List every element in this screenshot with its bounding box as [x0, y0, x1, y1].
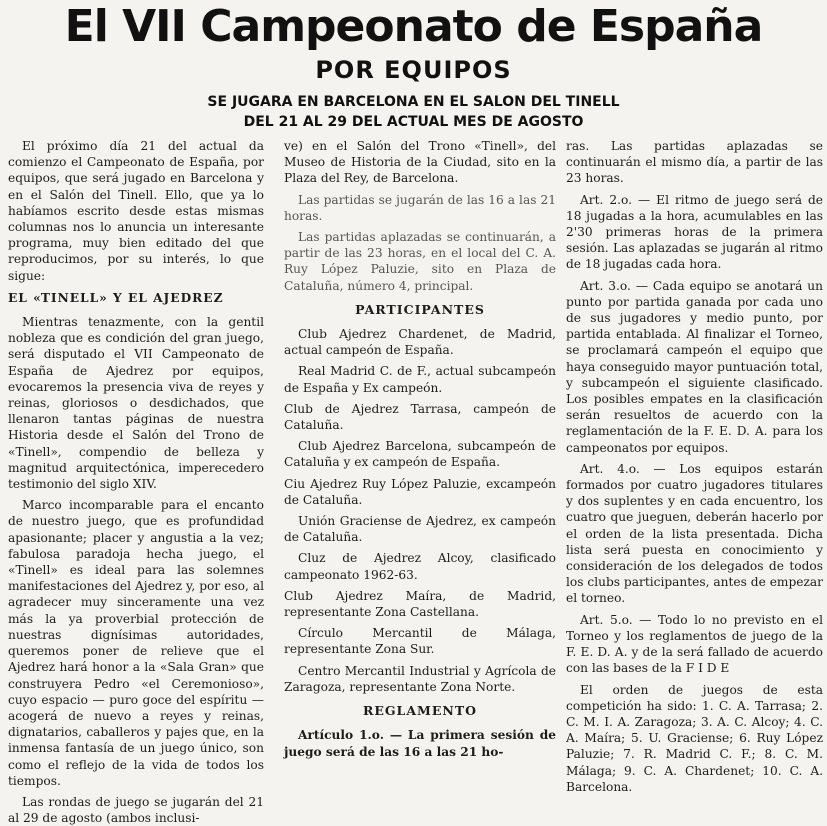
game-order-paragraph: El orden de juegos de esta competición ha sido: 1. C. A. Tarrasa; 2. C. M. I. A. Zaragoza; 3. A. C. Alcoy; 4. C. A. Maíra; 5. U. Graciense; 6. Ruy López Paluzie; 7. R. Madrid C. F.; 8. C. M. Málaga; 9. C. A. Chardenet; 10. C. A. Barcelona. — [566, 682, 823, 794]
article-5: Art. 5.o. — Todo lo no previsto en el Torneo y los reglamentos de juego de la F. E. D. A. y de la será fallado de acuerdo con las bases de la F I D E — [566, 612, 823, 676]
paragraph: Las partidas aplazadas se continuarán, a partir de las 23 horas, en el local del C. A. Ruy López Paluzie, sito en Plaza de Cataluña, número 4, principal. — [284, 230, 556, 293]
deck — [0, 92, 827, 132]
paragraph: Marco incomparable para el encanto de nuestro juego, que es profundidad apasionante; placer y angustia a la vez; fabulosa paradoja hecha juego, el «Tinell» es ideal para las solemnes manifestaciones del Ajedrez y, por eso, al agradecer muy sinceramente una vez más la ya proverbial protección de nuestras dignísimas autoridades, queremos poner de relieve que el Ajedrez hará honor a la «Sala Gran» que construyera Pedro «el Ceremonioso», cuyo espacio — puro goce del espíritu — acogerá de nuevo a reyes y reinas, dignatarios, caballeros y pajes que, en la inmensa fantasía de un juego único, son como el reflejo de la vida de todos los tiempos. — [8, 498, 264, 788]
paragraph: ve) en el Salón del Trono «Tinell», del Museo de Historia de la Ciudad, sito en la Plaza del Rey, de Barcelona. — [284, 139, 556, 186]
participant-item: Club Ajedrez Chardenet, de Madrid, actual campeón de España. — [284, 327, 556, 358]
participant-item: Real Madrid C. de F., actual subcampeón de España y Ex campeón. — [284, 364, 556, 395]
participant-item: Cluz de Ajedrez Alcoy, clasificado campeonato 1962-63. — [284, 551, 556, 582]
section-title-tinell: EL «TINELL» Y EL AJEDREZ — [8, 290, 224, 305]
participant-item: Centro Mercantil Industrial y Agrícola de Zaragoza, representante Zona Norte. — [284, 663, 556, 694]
article-4: Art. 4.o. — Los equipos estarán formados por cuatro jugadores titulares y dos suplentes y en cada encuentro, los cuatro que jueguen, deberán hacerlo por el orden de la lista presentada. Dicha lista será puesta en conocimiento y consideración de los delegados de todos los clubs participantes, antes de empezar el torneo. — [566, 461, 823, 606]
article-1: Artículo 1.o. — La primera sesión de juego será de las 16 a las 21 ho- — [284, 728, 556, 759]
deck-line-2: DEL 21 AL 29 DEL ACTUAL MES DE AGOSTO — [243, 114, 584, 130]
article-3: Art. 3.o. — Cada equipo se anotará un punto por partida ganada por cada uno de sus jugadores y medio punto, por partida entablada. Al finalizar el Torneo, se proclamará campeón el equipo que haya conseguido mayor puntuación total, y subcampeón el siguiente clasificado. Los posibles empates en la clasificación serán resueltos de acuerdo con la reglamentación de la F. E. D. A. para los campeonatos por equipos. — [566, 278, 823, 455]
participant-item: Unión Graciense de Ajedrez, ex campeón de Cataluña. — [284, 514, 556, 545]
deck-line-1: SE JUGARA EN BARCELONA EN EL SALON DEL TINELL — [207, 94, 620, 110]
participant-item: Club Ajedrez Barcelona, subcampeón de Cataluña y ex campeón de España. — [284, 439, 556, 470]
participant-item: Círculo Mercantil de Málaga, representante Zona Sur. — [284, 626, 556, 657]
participant-item: Club Ajedrez Maíra, de Madrid, representante Zona Castellana. — [284, 588, 556, 620]
paragraph: Mientras tenazmente, con la gentil nobleza que es condición del gran juego, será disputado el VII Campeonato de España de Ajedrez por equipos, evocaremos la presencia viva de reyes y reinas, gloriosos o desdichados, que llenaron tantas páginas de nuestra Historia desde el Salón del Trono de «Tinell», compendio de belleza y magnitud arquitectónica, imperecedero testimonio del siglo XIV. — [8, 315, 264, 492]
column-2 — [284, 138, 556, 797]
section-title-reglamento: REGLAMENTO — [362, 703, 478, 719]
section-title-participants: PARTICIPANTES — [355, 301, 485, 317]
paragraph: Las partidas se jugarán de las 16 a las 21 horas. — [284, 192, 556, 223]
headline: El VII Campeonato de España — [64, 1, 763, 52]
column-1 — [8, 138, 264, 826]
participant-item: Ciu Ajedrez Ruy López Paluzie, excampeón de Cataluña. — [284, 476, 556, 507]
paragraph: Las rondas de juego se jugarán del 21 al 29 de agosto (ambos inclusi- — [8, 794, 264, 826]
column-3 — [566, 138, 823, 797]
participant-item: Club de Ajedrez Tarrasa, campeón de Cataluña. — [284, 401, 556, 433]
subheadline: POR EQUIPOS — [315, 56, 512, 84]
intro-paragraph: El próximo día 21 del actual da comienzo el Campeonato de España, por equipos, que será jugado en Barcelona y en el Salón del Tinell. Ello, que ya lo habíamos escrito desde estas mismas columnas nos lo anuncia un interesante programa, muy bien editado del que reproducimos, por su interés, lo que sigue: — [8, 139, 264, 283]
paragraph: ras. Las partidas aplazadas se continuarán el mismo día, a partir de las 23 horas. — [566, 139, 823, 186]
article-2: Art. 2.o. — El ritmo de juego será de 18 jugadas a la hora, acumulables en las 2'30 primeras horas de la primera sesión. Las aplazadas se jugarán al ritmo de 18 jugadas cada hora. — [566, 192, 823, 272]
